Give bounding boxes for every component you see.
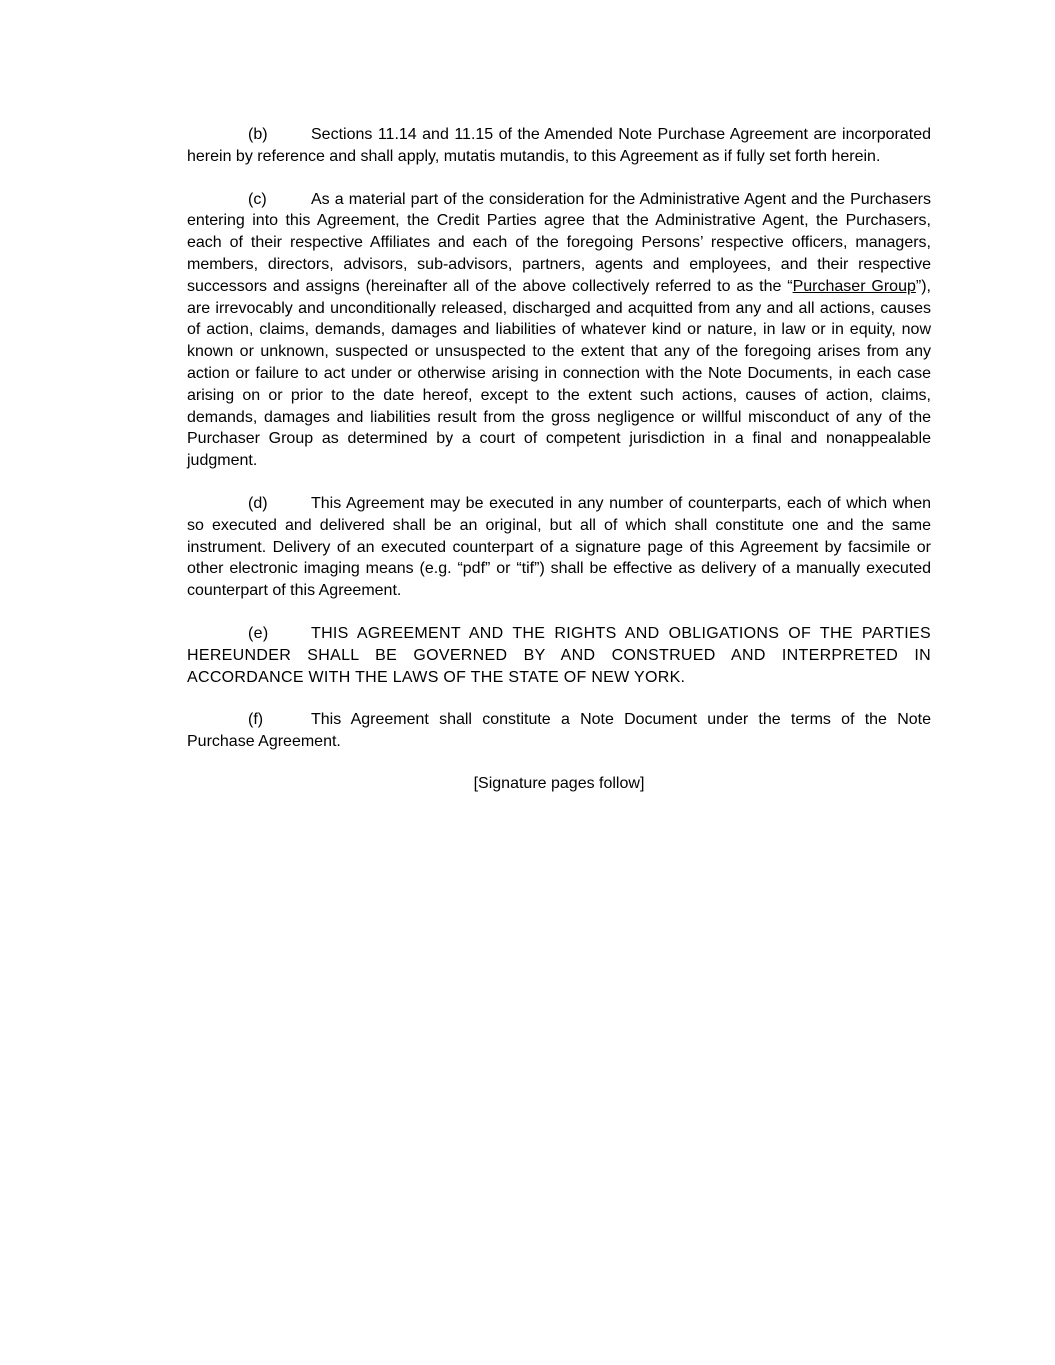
paragraph-label-e: (e) <box>248 624 269 642</box>
paragraph-label-f: (f) <box>248 711 264 729</box>
paragraph-text-e: THIS AGREEMENT AND THE RIGHTS AND OBLIGATIONS OF THE PARTIES HEREUNDER SHALL BE GOVERNED BY AND CONSTRUED AND INTERPRETED IN ACCORDANCE WITH THE LAWS OF THE STATE OF NEW YORK. <box>187 624 931 686</box>
paragraph-text-c-after: ”), are irrevocably and unconditionally released, discharged and acquitted from any and all actions, causes of action, claims, demands, damages and liabilities of whatever kind or nature, in law or in equity, now known or unknown, suspected or unsuspected to the extent that any of the foregoing arises from any action or failure to act under or otherwise arising in connection with the Note Documents, in each case arising on or prior to the date hereof, except to the extent such actions, causes of action, claims, demands, damages and liabilities result from the gross negligence or willful misconduct of any of the Purchaser Group as determined by a court of competent jurisdiction in a final and nonappealable judgment. <box>187 277 931 470</box>
paragraph-text-b: Sections 11.14 and 11.15 of the Amended Note Purchase Agreement are incorporated herein by reference and shall apply, mutatis mutandis, to this Agreement as if fully set forth herein. <box>187 126 931 165</box>
paragraph-d <box>187 493 931 602</box>
signature-pages-note: [Signature pages follow] <box>473 774 645 792</box>
paragraph-f <box>187 709 931 753</box>
defined-term-purchaser-group: Purchaser Group <box>792 277 916 295</box>
paragraph-text-f: This Agreement shall constitute a Note Document under the terms of the Note Purchase Agreement. <box>187 711 931 751</box>
paragraph-text-c-before: As a material part of the consideration for the Administrative Agent and the Purchasers entering into this Agreement, the Credit Parties agree that the Administrative Agent, the Purchasers, each of their respective Affiliates and each of the foregoing Persons’ respective officers, managers, members, directors, advisors, sub-advisors, partners, agents and employees, and their respective successors and assigns (hereinafter all of the above collectively referred to as the “ <box>187 190 931 295</box>
paragraph-text-d: This Agreement may be executed in any number of counterparts, each of which when so executed and delivered shall be an original, but all of which shall constitute one and the same instrument. Delivery of an executed counterpart of a signature page of this Agreement by facsimile or other electronic imaging means (e.g. “pdf” or “tif”) shall be effective as delivery of a manually executed counterpart of this Agreement. <box>187 494 931 600</box>
paragraph-label-d: (d) <box>248 494 268 512</box>
paragraph-e <box>187 623 931 688</box>
paragraph-label-b: (b) <box>248 126 268 143</box>
paragraph-c <box>187 189 931 472</box>
document-page <box>187 124 931 795</box>
paragraph-label-c: (c) <box>248 190 267 208</box>
paragraph-b <box>187 124 931 168</box>
